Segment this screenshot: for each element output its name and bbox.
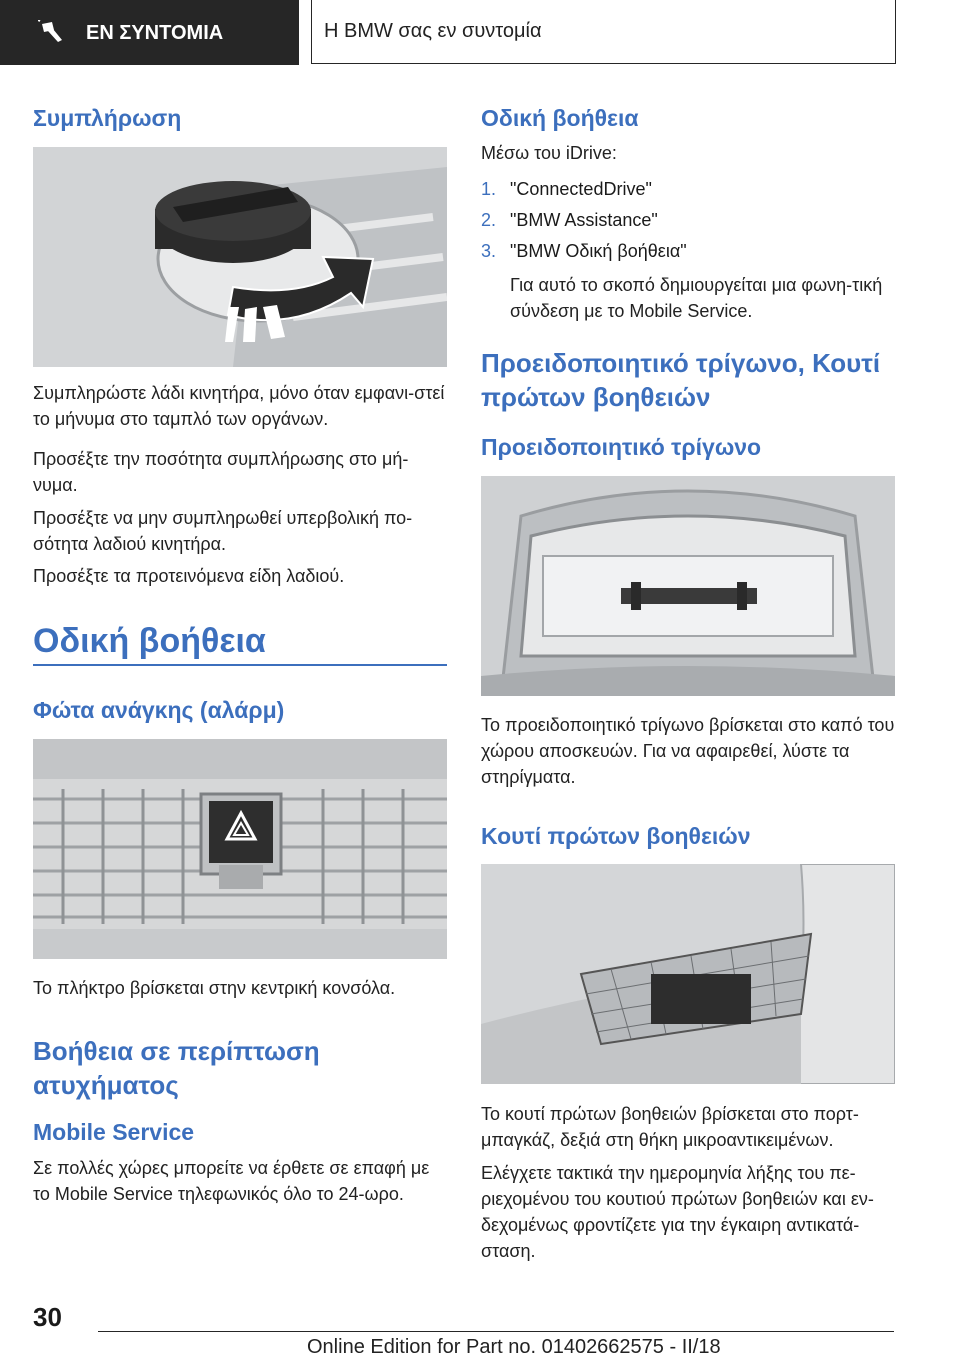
steps-list	[481, 176, 895, 269]
title-rule	[33, 664, 447, 666]
hazard-heading: Φώτα ανάγκης (αλάρμ)	[33, 697, 285, 723]
footer-rule	[98, 1331, 894, 1332]
page-number: 30	[33, 1302, 62, 1332]
first-aid-net-image	[481, 864, 895, 1084]
step3-note: Για αυτό το σκοπό δημιουργείται μια φωνη‐τική σύνδεση με το Mobile Service.	[510, 275, 883, 321]
mobile-service-text: Σε πολλές χώρες μπορείτε να έρθετε σε επαφή με το Mobile Service τηλεφωνικός όλο το 24-ωρο.	[33, 1158, 430, 1204]
oil-cap-image	[33, 147, 447, 367]
section-label: ΕΝ ΣΥΝΤΟΜΙΑ	[86, 22, 224, 44]
hazard-button-image	[33, 739, 447, 959]
via-idrive: Μέσω του iDrive:	[481, 143, 617, 163]
accident-heading: Βοήθεια σε περίπτωση ατυχήματος	[33, 1036, 320, 1100]
refill-text-2: Προσέξτε την ποσότητα συμπλήρωσης στο μή‐νυμα.	[33, 449, 409, 495]
flashlight-icon	[38, 20, 68, 44]
section-tab[interactable]	[0, 0, 299, 65]
refill-text-4: Προσέξτε τα προτεινόμενα είδη λαδιού.	[33, 566, 345, 586]
first-aid-heading: Κουτί πρώτων βοηθειών	[481, 823, 751, 849]
edition-footer: Online Edition for Part no. 01402662575 - II/18	[307, 1336, 721, 1358]
list-item: 2. "BMW Assistance"	[481, 210, 658, 230]
list-item: 1. "ConnectedDrive"	[481, 179, 652, 199]
refill-heading: Συμπλήρωση	[33, 105, 182, 131]
warning-kit-heading: Προειδοποιητικό τρίγωνο, Κουτί πρώτων βοηθειών	[481, 348, 881, 412]
first-aid-text-1: Το κουτί πρώτων βοηθειών βρίσκεται στο πορτ‐μπαγκάζ, δεξιά στη θήκη μικροαντικειμένων.	[481, 1104, 859, 1150]
triangle-heading: Προειδοποιητικό τρίγωνο	[481, 434, 762, 460]
list-item: 3. "BMW Οδική βοήθεια"	[481, 241, 687, 261]
trunk-lid-image	[481, 476, 895, 696]
road-help-title: Οδική βοήθεια	[33, 622, 266, 660]
refill-text-1: Συμπληρώστε λάδι κινητήρα, μόνο όταν εμφανι‐στεί το μήνυμα στο ταμπλό των οργάνων.	[33, 383, 445, 429]
mobile-service-heading: Mobile Service	[33, 1119, 195, 1145]
chapter-header	[311, 0, 896, 64]
refill-text-3: Προσέξτε να μην συμπληρωθεί υπερβολική πο‐σότητα λαδιού κινητήρα.	[33, 508, 413, 554]
hazard-caption: Το πλήκτρο βρίσκεται στην κεντρική κονσόλα.	[33, 978, 396, 998]
triangle-caption: Το προειδοποιητικό τρίγωνο βρίσκεται στο καπό του χώρου αποσκευών. Για να αφαιρεθεί, λύστε τα στηρίγματα.	[481, 715, 895, 787]
chapter-title: Η BMW σας εν συντομία	[324, 20, 542, 42]
road-help-subheading: Οδική βοήθεια	[481, 105, 639, 131]
first-aid-text-2: Ελέγχετε τακτικά την ημερομηνία λήξης του πε‐ριεχομένου του κουτιού πρώτων βοηθειών και εν‐δεχομένως φροντίζετε για την έγκαιρη αντικατά‐σταση.	[481, 1163, 874, 1261]
